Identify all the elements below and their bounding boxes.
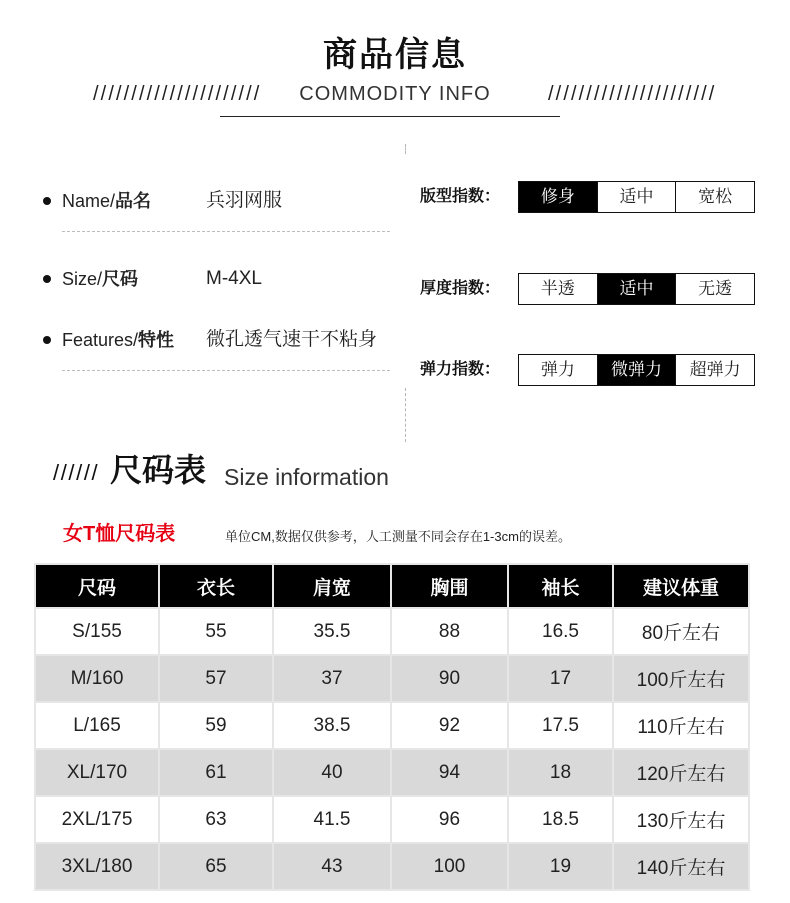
table-note: 单位CM,数据仅供参考，人工测量不同会存在1-3cm的误差。: [225, 529, 571, 544]
page-title: 商品信息: [323, 36, 467, 74]
spec-label-en: Name/: [62, 191, 116, 211]
spec-item-size: [40, 266, 402, 292]
spec-label-cn: 品名: [115, 191, 152, 211]
spec-label-cn: 尺码: [102, 269, 139, 289]
table-cell: 59: [160, 703, 272, 748]
table-header-cell: 建议体重: [614, 565, 748, 607]
index-option: 弹力: [540, 360, 575, 379]
spec-label-en: Features/: [62, 330, 139, 350]
index-option: 半透: [540, 279, 575, 298]
table-cell: 2XL/175: [36, 797, 158, 842]
vertical-divider: [405, 144, 406, 154]
table-cell: 94: [392, 750, 507, 795]
table-cell: 140斤左右: [614, 844, 748, 889]
fit-index: [420, 181, 756, 213]
table-cell: 35.5: [274, 609, 390, 654]
table-row: [36, 750, 748, 795]
index-option: 无透: [675, 274, 754, 304]
spec-value: 微孔透气速干不粘身: [206, 329, 378, 350]
thickness-index: [420, 273, 756, 305]
spec-value: M-4XL: [206, 268, 262, 289]
table-row: [36, 797, 748, 842]
index-option: 适中: [597, 182, 676, 212]
elasticity-index: [420, 354, 756, 386]
table-cell: M/160: [36, 656, 158, 701]
spec-item-name: [40, 188, 402, 214]
spec-label: [62, 266, 138, 292]
table-header-cell: 肩宽: [274, 565, 390, 607]
table-header-row: [36, 565, 748, 607]
index-option: 修身: [519, 182, 597, 212]
table-header-cell: 胸围: [392, 565, 507, 607]
spec-label: [62, 327, 174, 353]
bullet-icon: [43, 336, 51, 344]
table-title: 女T恤尺码表: [63, 523, 176, 545]
size-table: [34, 563, 750, 891]
table-row: [36, 844, 748, 889]
table-cell: 110斤左右: [614, 703, 748, 748]
table-cell: L/165: [36, 703, 158, 748]
table-cell: 88: [392, 609, 507, 654]
bullet-icon: [43, 275, 51, 283]
dashed-divider: [62, 370, 390, 371]
slash-decoration-right: //////////////////////: [548, 83, 717, 105]
table-cell: 38.5: [274, 703, 390, 748]
index-option: 宽松: [675, 182, 754, 212]
section-title-en: Size information: [224, 464, 389, 490]
table-cell: 63: [160, 797, 272, 842]
table-row: [36, 703, 748, 748]
table-cell: 57: [160, 656, 272, 701]
table-row: [36, 609, 748, 654]
table-cell: 55: [160, 609, 272, 654]
table-header-cell: 尺码: [36, 565, 158, 607]
vertical-divider: [405, 388, 406, 442]
table-cell: 17: [509, 656, 612, 701]
section-title: 尺码表: [110, 452, 207, 488]
table-cell: 3XL/180: [36, 844, 158, 889]
spec-item-features: [40, 327, 402, 353]
table-header-cell: 衣长: [160, 565, 272, 607]
table-cell: 16.5: [509, 609, 612, 654]
index-scale: [518, 354, 755, 386]
table-cell: 61: [160, 750, 272, 795]
index-scale: [518, 181, 755, 213]
table-cell: 37: [274, 656, 390, 701]
title-underline: [220, 116, 560, 117]
index-scale: [518, 273, 755, 305]
index-label: 厚度指数：: [420, 280, 501, 297]
table-cell: 80斤左右: [614, 609, 748, 654]
slash-decoration-left: //////////////////////: [93, 83, 262, 105]
table-cell: 18.5: [509, 797, 612, 842]
table-cell: 40: [274, 750, 390, 795]
table-cell: 90: [392, 656, 507, 701]
table-header-cell: 袖长: [509, 565, 612, 607]
table-cell: 41.5: [274, 797, 390, 842]
table-cell: 17.5: [509, 703, 612, 748]
dashed-divider: [62, 231, 390, 232]
index-option: 超弹力: [675, 355, 754, 385]
table-cell: 43: [274, 844, 390, 889]
table-cell: 100: [392, 844, 507, 889]
table-cell: 65: [160, 844, 272, 889]
spec-value: 兵羽网服: [206, 190, 283, 211]
table-cell: 96: [392, 797, 507, 842]
page-subtitle: COMMODITY INFO: [299, 83, 491, 105]
index-option: 微弹力: [597, 355, 676, 385]
table-cell: 130斤左右: [614, 797, 748, 842]
index-label: 版型指数：: [420, 188, 501, 205]
spec-label-cn: 特性: [138, 330, 175, 350]
table-cell: 92: [392, 703, 507, 748]
table-cell: 120斤左右: [614, 750, 748, 795]
spec-label: [62, 188, 151, 214]
spec-label-en: Size/: [62, 269, 103, 289]
index-option: 适中: [597, 274, 676, 304]
table-cell: 18: [509, 750, 612, 795]
section-slash-decoration: //////: [53, 460, 100, 485]
table-cell: XL/170: [36, 750, 158, 795]
table-row: [36, 656, 748, 701]
index-label: 弹力指数：: [420, 361, 501, 378]
bullet-icon: [43, 197, 51, 205]
table-cell: S/155: [36, 609, 158, 654]
table-cell: 19: [509, 844, 612, 889]
table-cell: 100斤左右: [614, 656, 748, 701]
